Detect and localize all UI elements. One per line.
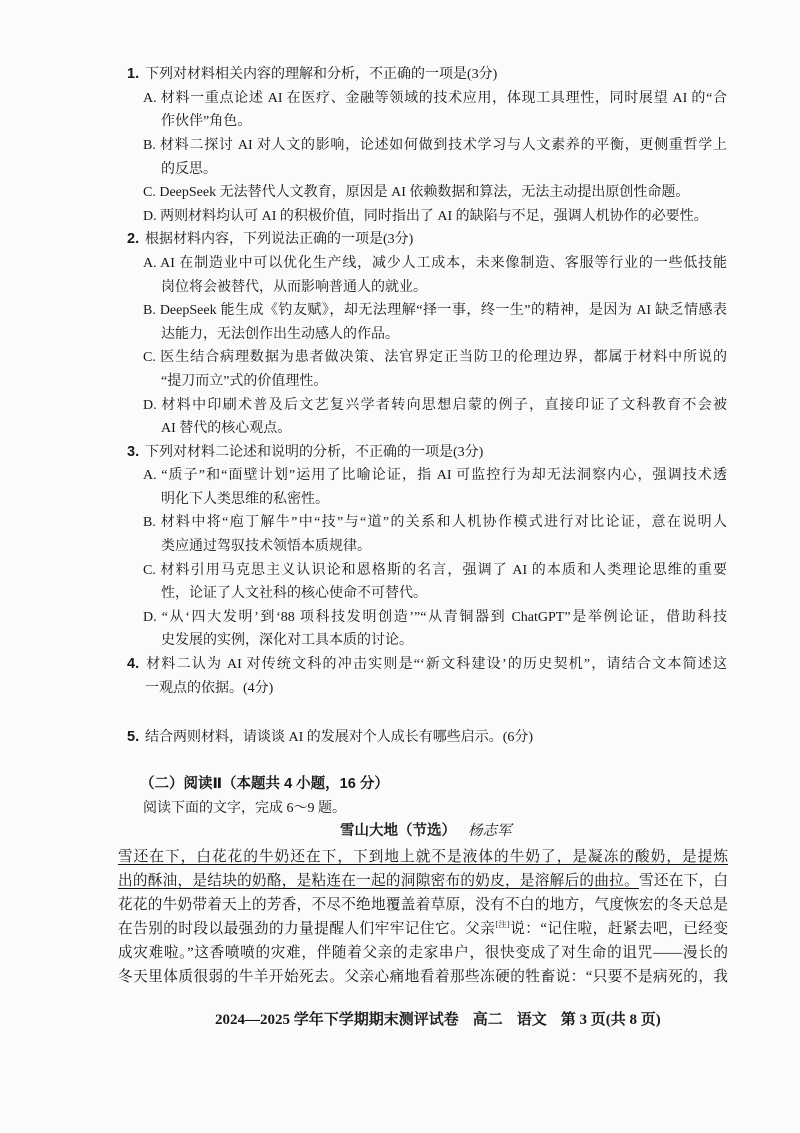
question-stem: [127, 63, 727, 87]
passage-line: [118, 845, 728, 869]
option-d: [0, 205, 800, 229]
option-line: “提刀而立”式的价值理性。: [161, 373, 328, 389]
underlined-text: 雪还在下，白花花的牛奶还在下，下到地上就不是液体的牛奶了，是凝冻的酸奶，是提炼: [118, 849, 728, 865]
option-a: [0, 464, 800, 511]
question-stem: [127, 726, 727, 750]
question-number: 1.: [127, 66, 140, 83]
question-stem: [127, 653, 727, 677]
option-d: [0, 606, 800, 653]
option-line: D. 材料中印刷术普及后文艺复兴学者转向思想启蒙的例子，直接印证了文科教育不会被: [143, 397, 727, 413]
passage-line: [118, 917, 728, 941]
option-line: B. 材料二探讨 AI 对人文的影响，论述如何做到技术学习与人文素养的平衡，更侧重哲学上: [143, 137, 727, 153]
option-line: 的反思。: [161, 161, 217, 177]
option-line: A. AI 在制造业中可以优化生产线，减少人工成本，未来像制造、客服等行业的一些低技能: [143, 255, 727, 271]
option-line: 达能力，无法创作出生动感人的作品。: [161, 326, 399, 342]
option-line: B. 材料中将“庖丁解牛”中“技”与“道”的关系和人机协作模式进行对比论证，意在说明人: [143, 515, 727, 531]
question-1: [0, 63, 800, 228]
question-number: 3.: [127, 443, 140, 460]
question-stem: [127, 228, 727, 252]
option-line: D. 两则材料均认可 AI 的积极价值，同时指出了 AI 的缺陷与不足，强调人机协作的必要性。: [143, 208, 708, 224]
option-line: D. “从‘四大发明’到‘88 项科技发明创造’”“从青铜器到 ChatGPT”是举例论证，借助科技: [143, 609, 727, 625]
option-line: C. 材料引用马克思主义认识论和恩格斯的名言，强调了 AI 的本质和人类理论思维的重要: [143, 562, 727, 578]
footer-exam: 2024—2025 学年下学期期末测评试卷: [215, 1012, 459, 1028]
question-5: [0, 726, 800, 750]
option-line: 史发展的实例，深化对工具本质的讨论。: [161, 633, 413, 649]
question-stem-text: 材料二认为 AI 对传统文科的冲击实则是“‘新文科建设’的历史契机”，请结合文本简述这: [145, 657, 727, 673]
option-a: [0, 252, 800, 299]
passage-text: 说：“记住啦，赶紧去吧，已经变: [509, 921, 729, 937]
question-3: [0, 441, 800, 653]
question-number: 2.: [127, 231, 140, 248]
question-list: [0, 63, 800, 700]
passage: [0, 845, 800, 989]
option-b: [0, 511, 800, 558]
option-c: [0, 559, 800, 606]
footer-page: 第 3 页(共 8 页): [560, 1012, 661, 1028]
passage-line: 成灾难啦。”这香喷喷的灾难，伴随着父亲的走家串户，很快变成了对生命的诅咒——漫长的: [118, 945, 728, 961]
option-line: 明化下人类思维的私密性。: [161, 491, 329, 507]
option-line: 性，论证了人文社科的核心使命不可替代。: [161, 586, 427, 602]
question-number: 5.: [127, 729, 140, 746]
question-stem-text: 下列对材料二论述和说明的分析，不正确的一项是(3分): [145, 444, 484, 460]
option-line: C. DeepSeek 无法替代人文教育，原因是 AI 依赖数据和算法，无法主动提出原创性命题。: [143, 185, 690, 201]
option-a: [0, 87, 800, 134]
question-2: [0, 228, 800, 440]
footnote-marker: [注]: [495, 920, 510, 929]
option-line: 类应通过驾驭技术领悟本质规律。: [161, 539, 371, 555]
question-stem-text: 结合两则材料，请谈谈 AI 的发展对个人成长有哪些启示。(6分): [145, 730, 534, 746]
option-line: 作伙伴”角色。: [161, 114, 252, 130]
question-4: [0, 653, 800, 700]
reading-section: [0, 773, 800, 844]
section-heading: （二）阅读Ⅱ（本题共 4 小题，16 分）: [140, 776, 389, 793]
section-instruction: 阅读下面的文字，完成 6～9 题。: [143, 800, 346, 816]
option-c: [0, 346, 800, 393]
question-stem-text: 下列对材料相关内容的理解和分析，不正确的一项是(3分): [145, 67, 498, 83]
passage-text: 在告别的时段以最强劲的力量提醒人们牢牢记住它。父亲: [118, 921, 496, 937]
passage-line: [118, 869, 728, 893]
option-c: [0, 181, 800, 205]
option-line: A. 材料一重点论述 AI 在医疗、金融等领域的技术应用，体现工具理性，同时展望 AI 的“合: [143, 90, 727, 106]
underlined-text: 出的酥油，是结块的奶酪，是粘连在一起的洞隙密布的奶皮，是溶解后的曲拉。: [118, 873, 639, 889]
option-b: [0, 134, 800, 181]
passage-text: 雪还在下，白: [638, 873, 728, 889]
question-stem: [127, 441, 727, 465]
option-b: [0, 299, 800, 346]
page-footer: [215, 1008, 661, 1032]
passage-line: 花花的牛奶带着天上的芳香，不尽不绝地覆盖着草原，没有不白的地方，气度恢宏的冬天总是: [118, 897, 728, 913]
passage-line: 冬天里体质很弱的牛羊开始死去。父亲心痛地看着那些冻硬的牲畜说：“只要不是病死的，我: [118, 969, 728, 985]
question-number: 4.: [127, 656, 140, 673]
option-d: [0, 394, 800, 441]
passage-author: 杨志军: [468, 823, 512, 840]
footer-grade: 高二: [472, 1012, 503, 1028]
option-line: 岗位将会被替代，从而影响普通人的就业。: [161, 279, 427, 295]
passage-title: 雪山大地（节选）: [340, 823, 456, 840]
question-stem-line: 一观点的依据。(4分): [145, 680, 274, 696]
question-stem-text: 根据材料内容，下列说法正确的一项是(3分): [145, 232, 414, 248]
passage-title-row: [0, 820, 800, 844]
option-line: AI 替代的核心观点。: [161, 421, 292, 437]
option-line: B. DeepSeek 能生成《钓友赋》，却无法理解“择一事，终一生”的精神，是因为 AI 缺乏情感表: [143, 303, 727, 319]
option-line: C. 医生结合病理数据为患者做决策、法官界定正当防卫的伦理边界，都属于材料中所说的: [143, 350, 727, 366]
option-line: A. “质子”和“面壁计划”运用了比喻论证，指 AI 可监控行为却无法洞察内心，强调技术透: [143, 468, 727, 484]
footer-subject: 语文: [516, 1012, 547, 1028]
